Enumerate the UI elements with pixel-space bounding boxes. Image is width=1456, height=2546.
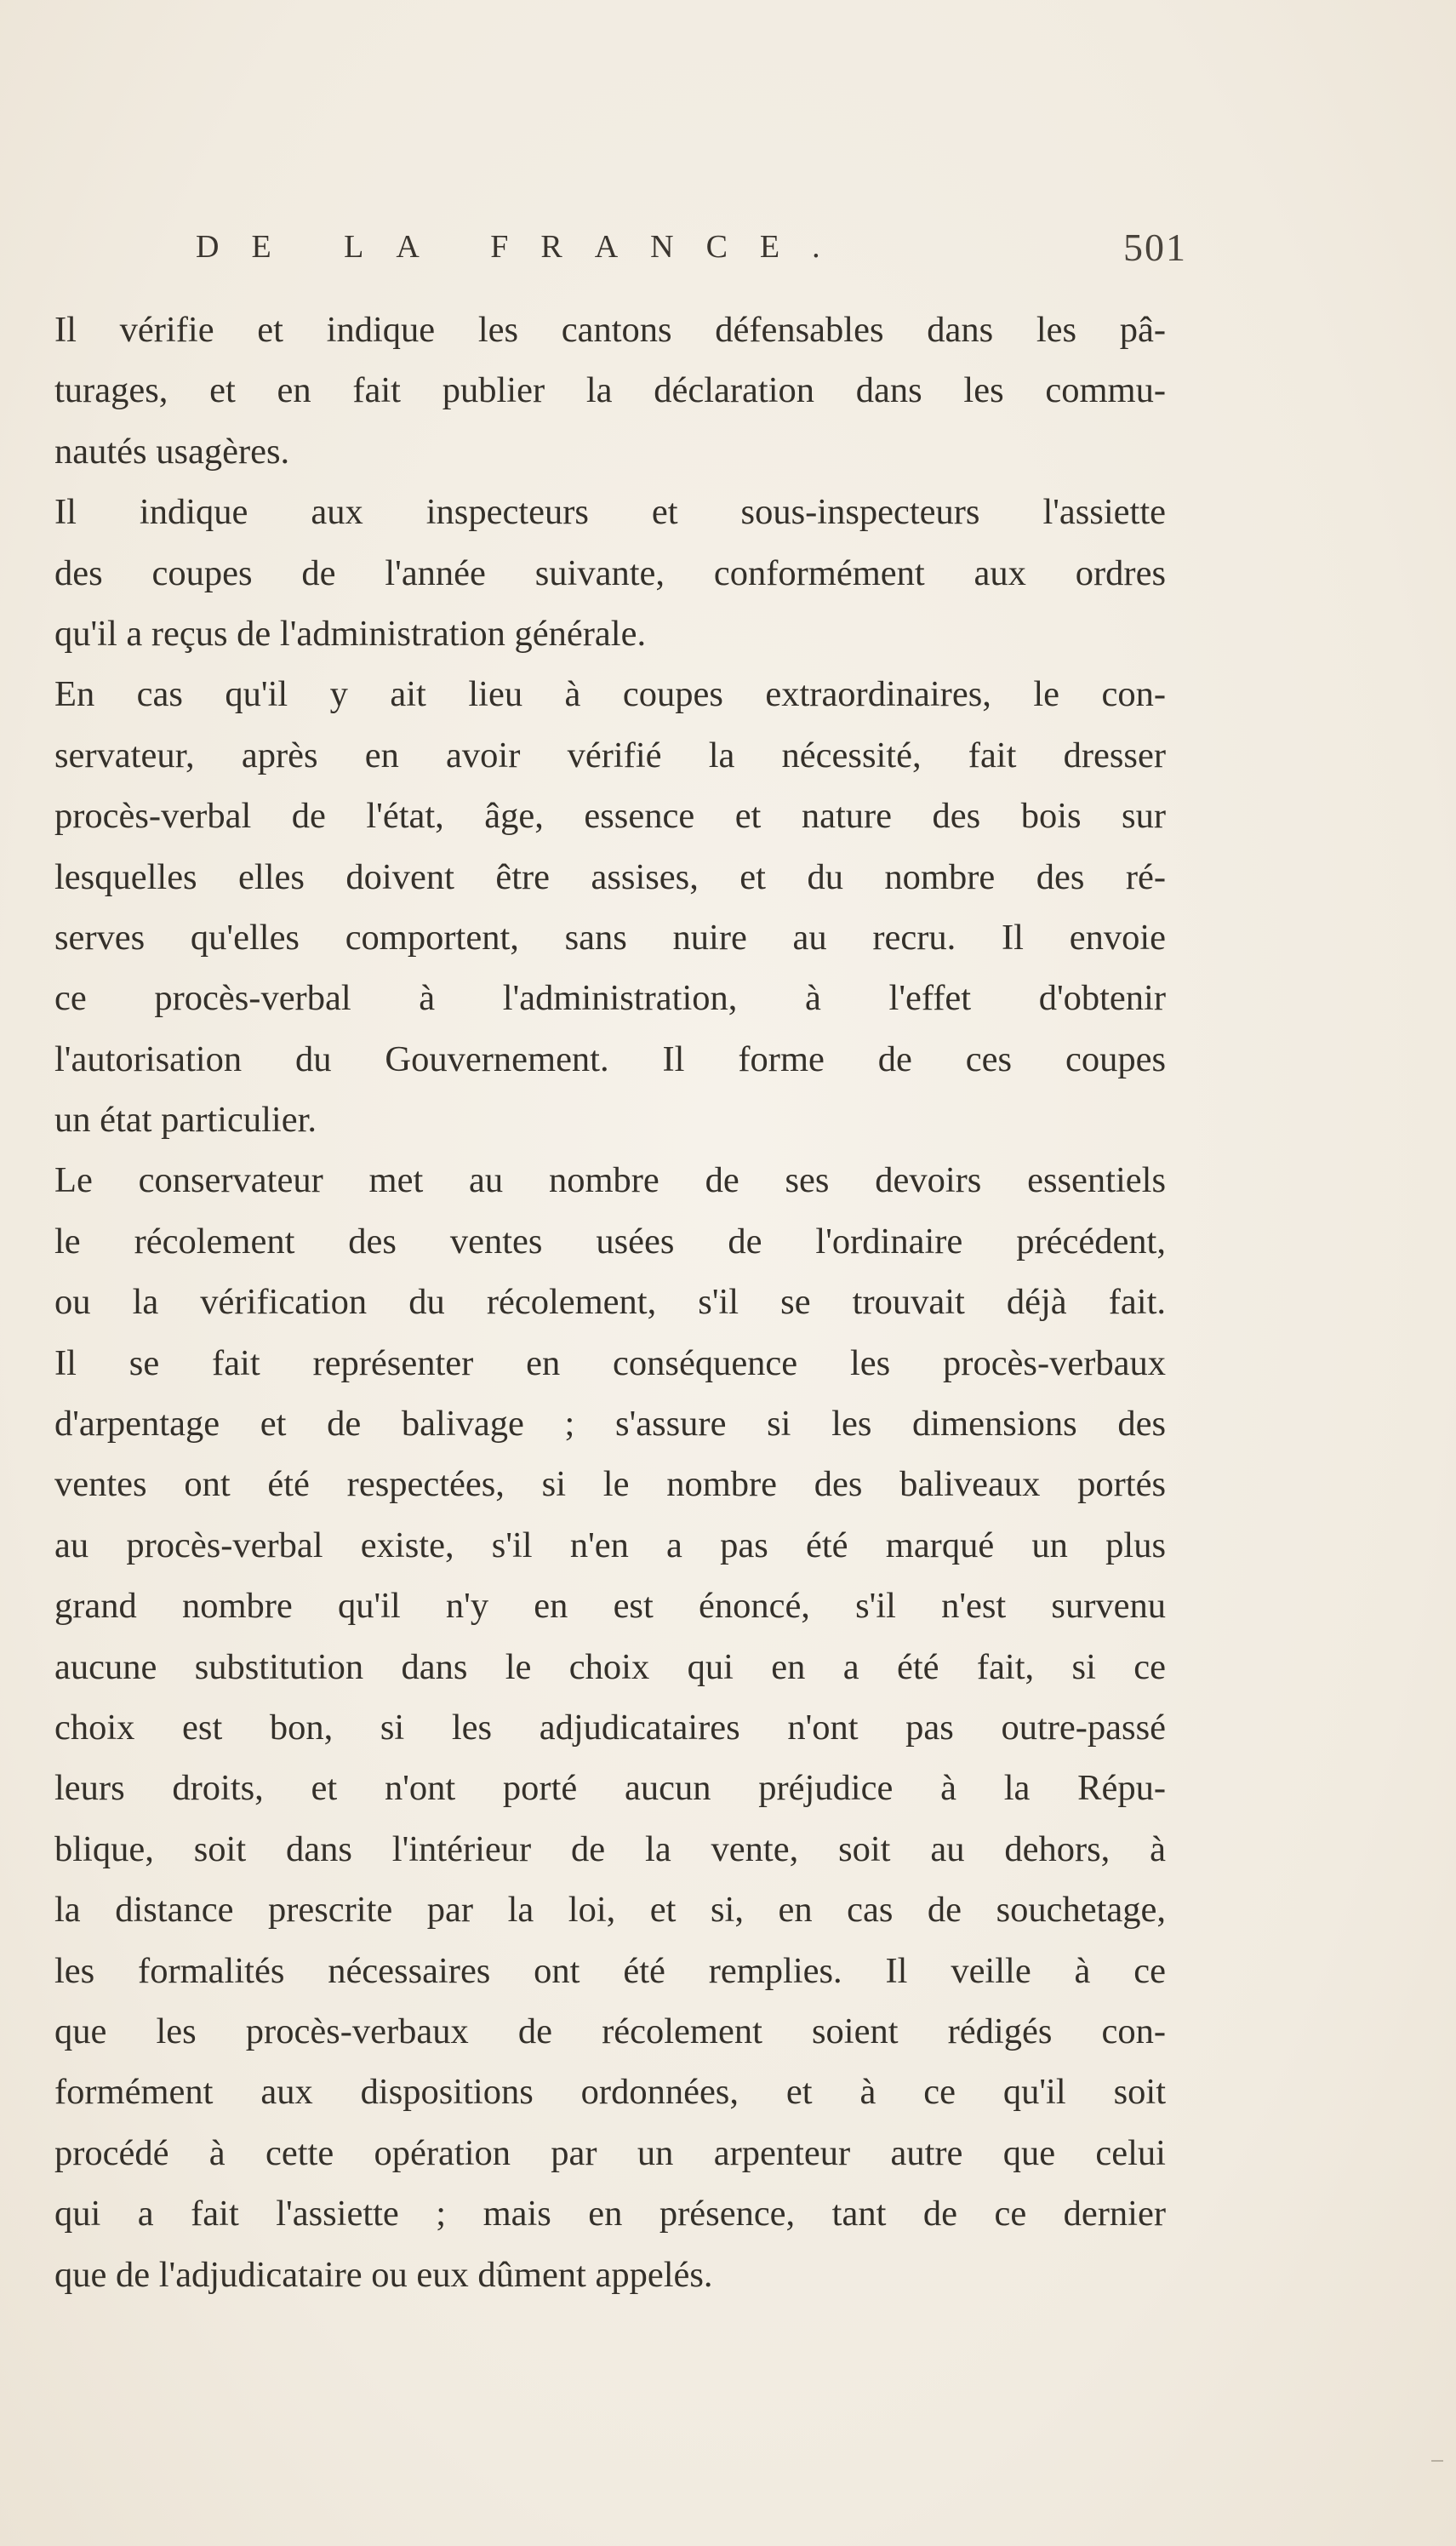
text-line: qui a fait l'assiette ; mais en présence, tant de ce dernier [54, 2194, 1166, 2234]
text-line: le récolement des ventes usées de l'ordinaire précédent, [54, 1221, 1166, 1262]
text-line: lesquelles elles doivent être assises, et du nombre des ré- [54, 856, 1166, 897]
running-head [196, 226, 1187, 279]
text-line: ce procès-verbal à l'administration, à l'effet d'obtenir [54, 978, 1166, 1019]
text-line: l'autorisation du Gouvernement. Il forme de ces coupes [54, 1038, 1166, 1079]
running-title: DE LA FRANCE. [196, 229, 853, 265]
text-line: procès-verbal de l'état, âge, essence et nature des bois sur [54, 796, 1166, 837]
text-line: nautés usagères. [54, 431, 290, 472]
text-line: un état particulier. [54, 1100, 317, 1141]
text-line: ou la vérification du récolement, s'il se trouvait déjà fait. [54, 1282, 1166, 1323]
page-number: 501 [1123, 226, 1187, 269]
text-line: des coupes de l'année suivante, conformément aux ordres [54, 552, 1166, 593]
text-line: turages, et en fait publier la déclaration dans les commu- [54, 370, 1166, 411]
text-line: Il indique aux inspecteurs et sous-inspecteurs l'assiette [54, 492, 1166, 533]
text-line: Le conservateur met au nombre de ses devoirs essentiels [54, 1160, 1166, 1201]
text-line: Il vérifie et indique les cantons défensables dans les pâ- [54, 310, 1166, 350]
paper-speck [1431, 2460, 1443, 2462]
text-line: serves qu'elles comportent, sans nuire au recru. Il envoie [54, 917, 1166, 958]
text-line: leurs droits, et n'ont porté aucun préjudice à la Répu- [54, 1768, 1166, 1809]
text-line: les formalités nécessaires ont été remplies. Il veille à ce [54, 1950, 1166, 1991]
text-line: qu'il a reçus de l'administration générale. [54, 613, 647, 654]
body-text [54, 300, 1166, 2305]
text-line: procédé à cette opération par un arpenteur autre que celui [54, 2132, 1166, 2173]
text-line: d'arpentage et de balivage ; s'assure si les dimensions des [54, 1404, 1166, 1445]
text-line: ventes ont été respectées, si le nombre des baliveaux portés [54, 1464, 1166, 1505]
text-line: que les procès-verbaux de récolement soient rédigés con- [54, 2011, 1166, 2051]
text-line: que de l'adjudicataire ou eux dûment appelés. [54, 2254, 713, 2295]
text-line: En cas qu'il y ait lieu à coupes extraordinaires, le con- [54, 674, 1166, 715]
text-line: Il se fait représenter en conséquence les procès-verbaux [54, 1342, 1166, 1383]
text-line: au procès-verbal existe, s'il n'en a pas été marqué un plus [54, 1525, 1166, 1565]
text-line: choix est bon, si les adjudicataires n'ont pas outre-passé [54, 1707, 1166, 1748]
text-line: blique, soit dans l'intérieur de la vente, soit au dehors, à [54, 1828, 1166, 1869]
text-line: servateur, après en avoir vérifié la nécessité, fait dresser [54, 735, 1166, 775]
text-line: aucune substitution dans le choix qui en a été fait, si ce [54, 1646, 1166, 1687]
text-line: grand nombre qu'il n'y en est énoncé, s'il n'est survenu [54, 1586, 1166, 1627]
text-line: la distance prescrite par la loi, et si, en cas de souchetage, [54, 1890, 1166, 1931]
text-line: formément aux dispositions ordonnées, et à ce qu'il soit [54, 2072, 1166, 2113]
